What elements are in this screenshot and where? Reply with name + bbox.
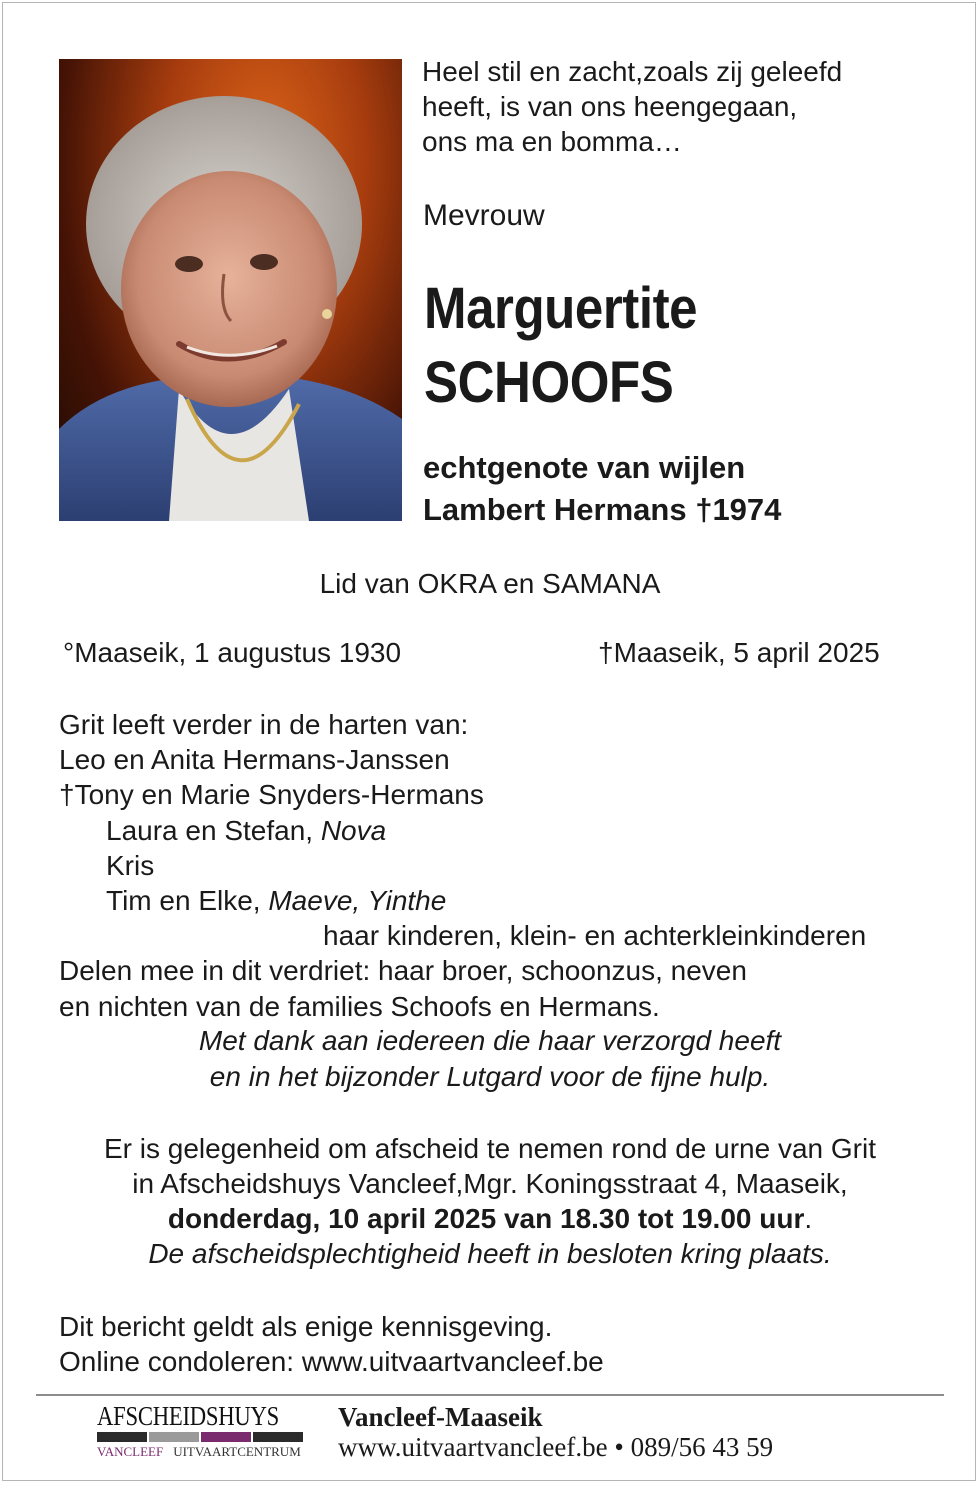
- honorific: Mevrouw: [423, 199, 545, 232]
- logo-bar: [97, 1432, 147, 1442]
- portrait-illustration: [59, 59, 402, 521]
- logo-title: AFSCHEIDSHUYS: [97, 1401, 279, 1431]
- family-line: †Tony en Marie Snyders-Hermans: [59, 779, 484, 811]
- spouse-line: Lambert Hermans †1974: [423, 492, 782, 527]
- intro-line: ons ma en bomma…: [422, 126, 682, 157]
- logo-sub-right: UITVAARTCENTRUM: [173, 1444, 301, 1459]
- grandchildren-line: [59, 813, 866, 848]
- notice-line: Dit bericht geldt als enige kennisgeving.: [59, 1311, 553, 1342]
- viewing-line: in Afscheidshuys Vancleef,Mgr. Koningsstraat 4, Maaseik,: [132, 1168, 848, 1199]
- firm-name: Vancleef-Maaseik: [338, 1402, 543, 1432]
- portrait-photo: [59, 59, 402, 521]
- spouse-info: [423, 447, 781, 531]
- logo-bar: [201, 1432, 251, 1442]
- logo-bar: [149, 1432, 199, 1442]
- family-share: Delen mee in dit verdriet: haar broer, schoonzus, neven: [59, 955, 747, 987]
- family-line: Leo en Anita Hermans-Janssen: [59, 744, 450, 776]
- thanks-line: en in het bijzonder Lutgard voor de fijne hulp.: [209, 1060, 771, 1092]
- ceremony-text: De afscheidsplechtigheid heeft in besloten kring plaats.: [148, 1238, 832, 1269]
- grandchild-names: Kris: [106, 849, 155, 881]
- family-intro: Grit leeft verder in de harten van:: [59, 709, 469, 740]
- last-name: SCHOOFS: [424, 350, 674, 415]
- family-relation: haar kinderen, klein- en achterkleinkinderen: [323, 920, 867, 952]
- firm-contact[interactable]: www.uitvaartvancleef.be • 089/56 43 59: [338, 1432, 774, 1462]
- membership: Lid van OKRA en SAMANA: [319, 568, 661, 599]
- spouse-line: echtgenote van wijlen: [423, 450, 746, 485]
- death-date: †Maaseik, 5 april 2025: [598, 637, 880, 668]
- grandchildren-line: [59, 883, 866, 918]
- family-list: [59, 707, 866, 1024]
- grandchild-names: Tim en Elke,: [106, 884, 269, 916]
- logo-color-bars: [97, 1432, 305, 1442]
- funeral-home-logo: [97, 1402, 305, 1460]
- viewing-time-line: [0, 1201, 980, 1236]
- online-condolence-line: Online condoleren: www.uitvaartvancleef.be: [59, 1346, 604, 1377]
- intro-line: heeft, is van ons heengegaan,: [422, 91, 798, 122]
- intro-line: Heel stil en zacht,zoals zij geleefd: [422, 56, 843, 87]
- closing-notes: [59, 1309, 604, 1379]
- deceased-name: [424, 272, 697, 420]
- viewing-info: [0, 1131, 980, 1271]
- logo-bar: [253, 1432, 303, 1442]
- viewing-time: donderdag, 10 april 2025 van 18.30 tot 19.00 uur: [167, 1203, 805, 1234]
- grandchildren-line: [59, 848, 866, 883]
- great-grandchild-names: Maeve, Yinthe: [268, 884, 447, 916]
- viewing-time-suffix: .: [804, 1203, 813, 1234]
- thanks-note: [0, 1023, 980, 1094]
- great-grandchild-names: Nova: [320, 814, 387, 846]
- thanks-line: Met dank aan iedereen die haar verzorgd heeft: [198, 1025, 782, 1056]
- ceremony-note: [0, 1236, 980, 1271]
- grandchild-names: Laura en Stefan,: [106, 814, 321, 846]
- logo-sub-left: VANCLEEF: [97, 1444, 164, 1459]
- birth-date: °Maaseik, 1 augustus 1930: [63, 637, 402, 668]
- footer-divider: [36, 1394, 944, 1396]
- logo-subtitle: [97, 1444, 305, 1460]
- viewing-line: Er is gelegenheid om afscheid te nemen rond de urne van Grit: [103, 1133, 876, 1164]
- family-share: en nichten van de families Schoofs en Hermans.: [59, 990, 660, 1022]
- intro-verse: [422, 54, 842, 159]
- first-name: Marguertite: [424, 276, 698, 341]
